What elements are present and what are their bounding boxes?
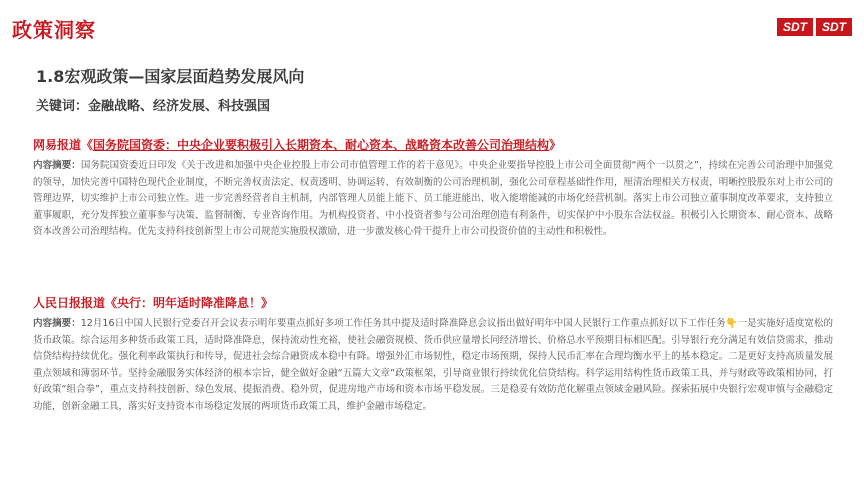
news-summary xyxy=(33,158,833,241)
brand-logos xyxy=(777,18,852,36)
summary-label: 内容摘要： xyxy=(33,318,81,329)
summary-text: 国务院国资委近日印发《关于改进和加强中央企业控股上市公司市值管理工作的若干意见》。中央企业要指导控股上市公司全面贯彻“两个一以贯之”，持续在完善公司治理中加强党的领导，加快完善中国特色现代企业制度，不断完善权责法定、权责透明、协调运转、有效制衡的公司治理机制，强化公司章程基础性作用，厘清治理相关方权责，明晰控股股东对上市公司的管理边界，切实维护上市公司独立性。进一步完善经营者自主机制，内部管理人员能上能下、员工能进能出、收入能增能减的市场化经营机制。落实上市公司独立董事制度改革要求，支持独立董事履职，充分发挥独立董事参与决策、监督制衡、专业咨询作用。为机构投资者、中小投资者参与公司治理创造有利条件，切实保护中小股东合法权益。积极引入长期资本、耐心资本、战略资本改善公司治理结构。优先支持科技创新型上市公司规范实施股权激励，进一步激发核心骨干提升上市公司投资价值的主动性和积极性。 xyxy=(33,160,833,238)
news-item xyxy=(33,136,833,241)
news-item xyxy=(33,294,833,416)
news-source: 人民日报报道 xyxy=(33,296,106,310)
news-title: 央行：明年适时降准降息！ xyxy=(117,296,262,310)
news-title: 国务院国资委：中央企业要积极引入长期资本、耐心资本、战略资本改善公司治理结构 xyxy=(93,138,550,152)
news-summary xyxy=(33,316,833,416)
section-title: 1.8宏观政策—国家层面趋势发展风向 xyxy=(36,67,305,86)
sdt-logo: SDT xyxy=(777,18,813,36)
news-headline: 网易报道《国务院国资委：中央企业要积极引入长期资本、耐心资本、战略资本改善公司治理结构》 xyxy=(33,138,562,152)
page-title: 政策洞察 xyxy=(12,18,96,42)
summary-text: 12月16日中国人民银行党委召开会议表示明年要重点抓好多项工作任务其中提及适时降准降息会议指出做好明年中国人民银行工作重点抓好以下工作任务👇一是实施好适度宽松的货币政策。综合运用多种货币政策工具，适时降准降息，保持流动性充裕，使社会融资规模、货币供应量增长同经济增长、价格总水平预期目标相匹配。引导银行充分满足有效信贷需求，推动信贷结构持续优化。强化利率政策执行和传导，促进社会综合融资成本稳中有降。增强外汇市场韧性，稳定市场预期，保持人民币汇率在合理均衡水平上的基本稳定。二是更好支持高质量发展重点领域和薄弱环节。坚持金融服务实体经济的根本宗旨，健全做好金融“五篇大文章”政策框架，引导商业银行持续优化信贷结构。科学运用结构性货币政策工具，并与财政等政策相协同，打好政策“组合拳”，重点支持科技创新、绿色发展、提振消费、稳外贸，促进房地产市场和资本市场平稳发展。三是稳妥有效防范化解重点领域金融风险。探索拓展中央银行宏观审慎与金融稳定功能，创新金融工具，落实好支持资本市场稳定发展的两项货币政策工具，维护金融市场稳定。 xyxy=(33,318,833,412)
news-source: 网易报道 xyxy=(33,138,82,152)
summary-label: 内容摘要： xyxy=(33,160,81,171)
keywords: 关键词：金融战略、经济发展、科技强国 xyxy=(36,99,271,114)
news-headline: 人民日报报道《央行：明年适时降准降息！》 xyxy=(33,296,274,310)
sdt-logo: SDT xyxy=(816,18,852,36)
